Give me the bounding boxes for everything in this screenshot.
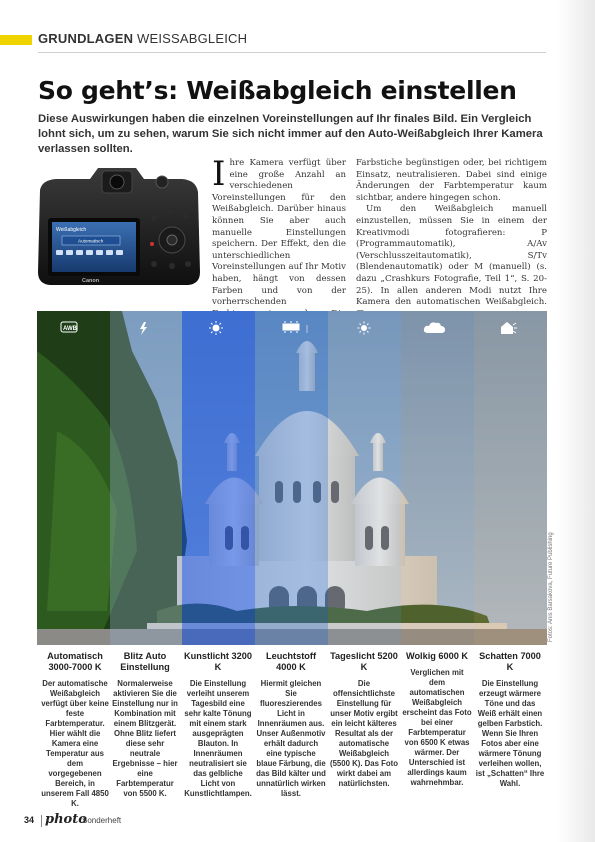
caption-title: Tageslicht 5200 K bbox=[330, 651, 398, 672]
body-text-3: Um den Weißabgleich manuell einzustellen, müssen Sie in einem der Kreativmodi fotografieren: P (Programmautomatik), A/Av (Verschlusszeitautomatik), S/Tv (Blendenautomatik) oder M (manuell) (s. dazu „Crashkurs Fotografie, Teil 1“, S. 20-25). In allen anderen Modi nutzt Ihre Kamera den automatischen Weißabgleich. bbox=[356, 204, 547, 308]
caption-automatisch bbox=[40, 651, 110, 809]
fluorescent-icon bbox=[283, 321, 299, 333]
caption-title: Schatten 7000 K bbox=[479, 651, 541, 672]
svg-text:AWB: AWB bbox=[63, 326, 77, 332]
issue-label: Sonderheft bbox=[82, 816, 122, 825]
caption-wolkig bbox=[402, 651, 472, 788]
camera-screen-title: Weißabgleich bbox=[56, 227, 87, 233]
camera-brand: Canon bbox=[82, 278, 100, 284]
drop-cap: I bbox=[212, 154, 226, 194]
caption-title: Automatisch 3000-7000 K bbox=[47, 651, 103, 672]
section-header bbox=[38, 31, 247, 46]
caption-title: Wolkig 6000 K bbox=[405, 651, 469, 661]
tint-strip-flash bbox=[110, 311, 182, 645]
caption-text: Normalerweise aktivieren Sie die Einstellung nur in Kombination mit einem Blitzgerät. Ohne Blitz liefert diese sehr neutrale Ergebnisse – hier eine Farbtemperatur von 5500 K. bbox=[112, 679, 178, 798]
caption-text: Die Einstellung verleiht unserem Tagesbild eine sehr kalte Tönung mit einem stark ausgeprägten Blauton. In Innenräumen neutralisiert sie das gelbliche Licht von Kunstlichtlampen. bbox=[184, 679, 252, 798]
camera-illustration bbox=[32, 160, 204, 288]
article-lead: Diese Auswirkungen haben die einzelnen Voreinstellungen auf Ihr finales Bild. Ein Vergleich lohnt sich, um zu sehen, warum Sie sich nicht immer auf den Auto-Weißabgleich Ihrer Kamera verlassen sollten. bbox=[38, 113, 543, 155]
tint-strip-fluorescent bbox=[255, 311, 328, 645]
caption-kunstlicht bbox=[183, 651, 253, 799]
caption-text: Die offensichtlichste Einstellung für unser Motiv ergibt ein leicht kälteres Resultat als der automatische Weißabgleich (5500 K). Das Foto wirkt dabei am natürlichsten. bbox=[329, 679, 399, 788]
caption-schatten bbox=[475, 651, 545, 789]
white-balance-tint-strips bbox=[37, 311, 547, 645]
tint-strip-daylight bbox=[328, 311, 401, 645]
section-topic: WEISSABGLEICH bbox=[136, 31, 248, 46]
caption-text: Hiermit gleichen Sie fluoreszierendes Licht in Innenräumen aus. Unser Außenmotiv erhält dadurch eine typische blaue Färbung, die das Bild kälter und unnatürlich wirken lässt. bbox=[256, 679, 326, 798]
caption-text: Der automatische Weißabgleich verfügt über keine feste Farbtemperatur. Hier wählt die Kamera eine Temperatur aus dem vorgegebenen Bereich, in unserem Fall 4850 K. bbox=[41, 679, 109, 808]
photo-credit-text: Fotos: Anis Barsakova, Future Publishing bbox=[548, 532, 554, 642]
caption-title: Blitz Auto Einstellung bbox=[120, 651, 170, 672]
caption-title: Kunstlicht 3200 K bbox=[184, 651, 252, 672]
article-title: So geht’s: Weißabgleich einstellen bbox=[38, 76, 517, 105]
caption-blitz bbox=[110, 651, 180, 799]
white-balance-photo-comparison bbox=[37, 311, 547, 645]
caption-text: Die Einstellung erzeugt wärmere Töne und das Weiß erhält einen gelben Farbstich. Wenn Sie Ihren Fotos aber eine wärmere Tönung verleihen wollen, ist „Schatten“ Ihre Wahl. bbox=[475, 679, 545, 788]
caption-leuchtstoff bbox=[256, 651, 326, 799]
caption-text: Verglichen mit dem automatischen Weißabgleich erscheint das Foto bei einer Farbtemperatur von 6500 K etwas wärmer. Der Unterschied ist allerdings kaum wahrnehmbar. bbox=[402, 668, 472, 787]
body-text-2: Farbstiche begünstigen oder, bei richtigem Einsatz, neutralisieren. Dabei sind einige Änderungen der Farbtemperatur kaum sichtbar, andere hingegen schon. bbox=[356, 158, 547, 203]
magazine-logo: photo bbox=[45, 812, 87, 827]
page-edge-shadow bbox=[557, 0, 595, 842]
body-column-2 bbox=[356, 158, 547, 320]
tint-strip-cloudy bbox=[401, 311, 474, 645]
camera-screen-mode: Automatisch bbox=[78, 238, 104, 244]
tint-strip-tungsten bbox=[182, 311, 255, 645]
body-text-1: hre Kamera verfügt über eine große Anzahl an verschiedenen Voreinstellungen für den Weißabgleich. Darüber hinaus können Sie aber auch manuelle Einstellungen speichern. Der Effekt, den die unterschiedlichen Voreinstellungen auf Ihr Motiv haben, hängt von dessen Farben und von der vorherrschenden bbox=[212, 158, 346, 308]
section-name: GRUNDLAGEN bbox=[38, 31, 134, 46]
header-accent-bar bbox=[0, 35, 32, 45]
page-number: 34 bbox=[24, 815, 35, 825]
footer-divider bbox=[41, 815, 42, 827]
tint-strip-shade bbox=[474, 311, 547, 645]
header-divider bbox=[38, 52, 546, 53]
tint-strip-awb bbox=[37, 311, 110, 645]
caption-title: Leuchtstoff 4000 K bbox=[265, 651, 316, 672]
caption-tageslicht bbox=[329, 651, 399, 789]
photo-credit bbox=[548, 532, 558, 812]
